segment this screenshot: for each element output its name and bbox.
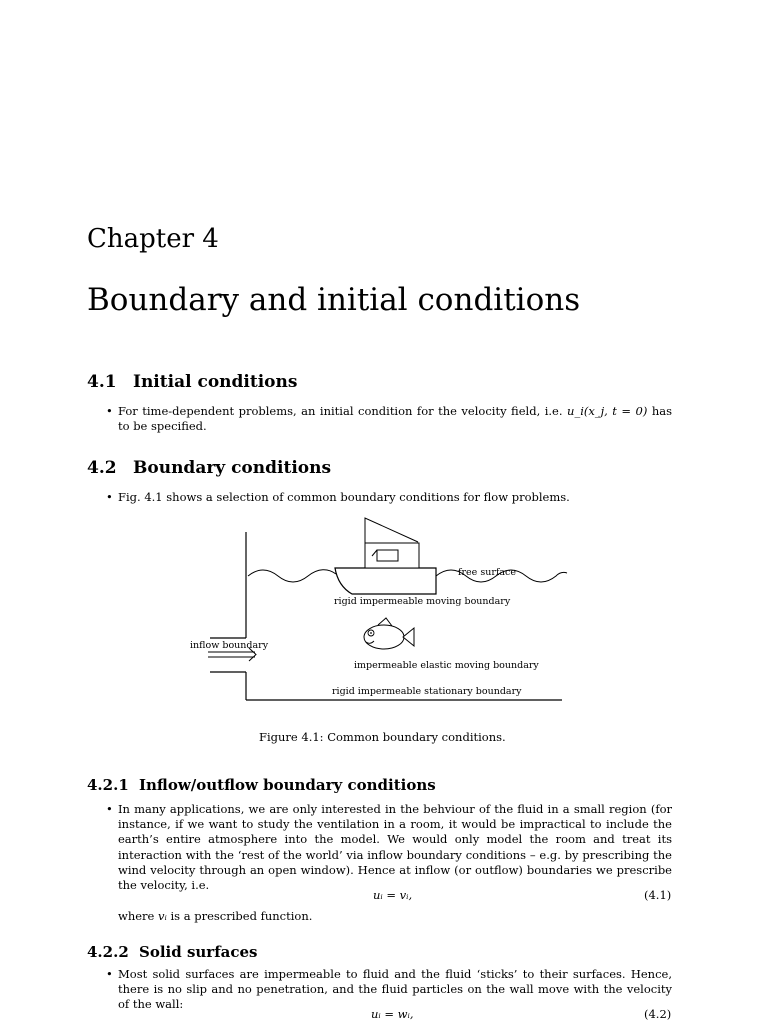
bullet-icon: •	[106, 490, 113, 504]
boundary-conditions-figure	[0, 510, 768, 715]
fish-icon	[364, 618, 414, 649]
subsection-number: 4.2.1	[87, 776, 129, 794]
subsection-heading-4-2-2	[87, 943, 258, 961]
section-number: 4.1	[87, 372, 117, 392]
paragraph-text: Most solid surfaces are impermeable to fluid and the fluid ‘sticks’ to their surfaces. Hence, there is no slip and no penetration, and the fluid particles on the wall move with the velocity of the wall:	[118, 967, 672, 1012]
bullet-icon: •	[106, 967, 113, 981]
subsection-heading-4-2-1	[87, 776, 436, 794]
label-inflow-boundary: inflow boundary	[190, 640, 269, 651]
list-item	[106, 404, 673, 434]
list-item	[106, 802, 672, 893]
subsection-title: Solid surfaces	[139, 943, 258, 961]
paragraph-text: has to be specified.	[118, 404, 673, 434]
equation-4-2: uᵢ = wᵢ,	[371, 1007, 414, 1021]
equation-number: (4.2)	[644, 1007, 672, 1021]
bullet-icon: •	[106, 404, 113, 418]
paragraph	[118, 909, 312, 924]
section-title: Boundary conditions	[133, 458, 332, 478]
label-moving-boundary: rigid impermeable moving boundary	[334, 596, 511, 607]
figure-caption: Figure 4.1: Common boundary conditions.	[259, 730, 506, 744]
paragraph-text: where	[118, 909, 155, 923]
subsection-title: Inflow/outflow boundary conditions	[139, 776, 436, 794]
list-item	[106, 967, 672, 1013]
inline-math: vᵢ	[158, 909, 167, 923]
chapter-label: Chapter 4	[87, 224, 219, 254]
label-free-surface: free surface	[458, 567, 516, 578]
paragraph-text: In many applications, we are only interested in the behviour of the fluid in a small region (for instance, if we want to study the ventilation in a room, it would be impractical to include the earth’s entire atmosphere into the model. We would only model the room and treat its interaction with the ‘rest of the world’ via inflow boundary conditions – e.g. by prescribing the wind velocity through an open window). Hence at inflow (or outflow) boundaries we prescribe the velocity, i.e.	[118, 802, 672, 893]
boat-icon	[335, 518, 436, 594]
section-number: 4.2	[87, 458, 117, 478]
section-title: Initial conditions	[133, 372, 298, 392]
paragraph-text: For time-dependent problems, an initial condition for the velocity field, i.e.	[118, 404, 563, 418]
equation-4-1: uᵢ = vᵢ,	[373, 888, 413, 902]
paragraph-text: Fig. 4.1 shows a selection of common boundary conditions for flow problems.	[118, 490, 570, 504]
label-elastic-boundary: impermeable elastic moving boundary	[354, 660, 539, 671]
chapter-title: Boundary and initial conditions	[87, 282, 581, 318]
label-stationary-boundary: rigid impermeable stationary boundary	[332, 686, 522, 697]
section-heading-4-2	[87, 458, 331, 478]
inline-math: u_i(x_j, t = 0)	[567, 404, 648, 418]
equation-number: (4.1)	[644, 888, 672, 902]
subsection-number: 4.2.2	[87, 943, 129, 961]
section-heading-4-1	[87, 372, 297, 392]
list-item	[106, 490, 672, 505]
bullet-icon: •	[106, 802, 113, 816]
paragraph-text: is a prescribed function.	[170, 909, 313, 923]
